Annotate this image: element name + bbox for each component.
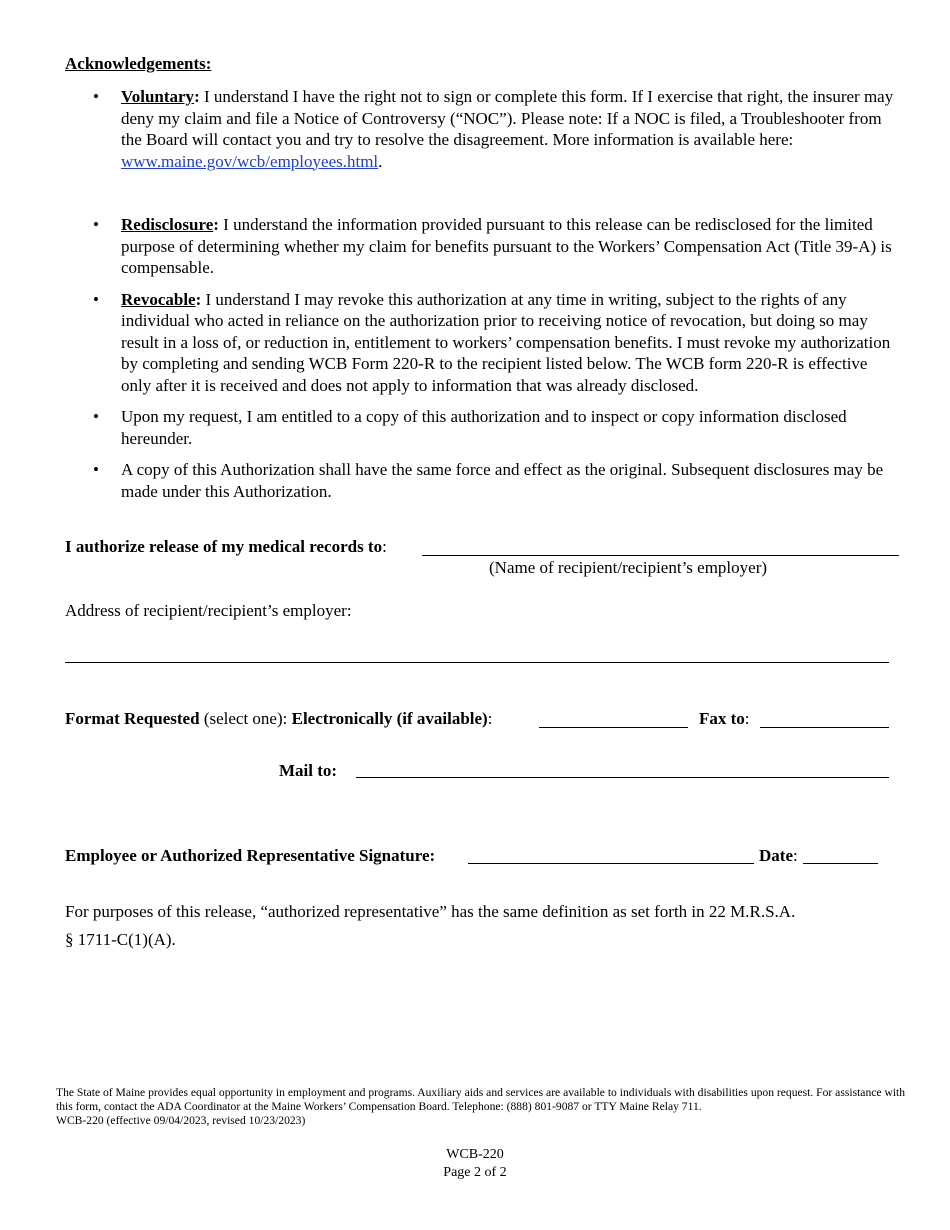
list-item-copy-request	[65, 406, 900, 449]
mail-label: Mail to:	[279, 761, 338, 780]
mail-field[interactable]	[356, 761, 889, 778]
mail-row	[279, 761, 337, 781]
signature-label: Employee or Authorized Representative Signature:	[65, 846, 436, 865]
redisclosure-text: I understand the information provided pursuant to this release can be redisclosed for the limited purpose of determining whether my claim for benefits pursuant to the Workers’ Compensation Act (Title 39-A) is compensable.	[121, 215, 892, 277]
redisclosure-term: Redisclosure	[121, 215, 214, 234]
bullet-icon: •	[93, 407, 99, 426]
list-item-voluntary: • Voluntary: I understand I have the right not to sign or complete this form. If I exercise that right, the insurer may deny my claim and file a Notice of Controversy (“NOC”). Please note: If a NOC is filed, a Troubleshooter from the Board will contact you and try to resolve the disagreement. More information is available here: www.maine.gov/wcb/employees.html.	[93, 87, 894, 171]
recipient-name-field[interactable]	[422, 538, 899, 556]
bullet-icon: •	[93, 87, 99, 106]
format-row: Format Requested (select one): Electronically (if available):	[65, 709, 493, 728]
recipient-caption: (Name of recipient/recipient’s employer)	[489, 558, 768, 577]
voluntary-term: Voluntary	[121, 87, 195, 106]
signature-field[interactable]	[468, 846, 754, 864]
format-select-hint: (select one):	[199, 709, 292, 728]
fax-row: Fax to:	[699, 709, 750, 728]
list-item-copy-effect	[65, 459, 900, 502]
address-field[interactable]	[65, 644, 889, 663]
definition-text: For purposes of this release, “authorized representative” has the same definition as set forth in 22 M.R.S.A. § 1711-C(1)(A).	[65, 902, 796, 949]
date-label: Date	[759, 846, 793, 865]
revocable-term: Revocable	[121, 289, 196, 309]
signature-row	[65, 846, 435, 866]
bullet-icon: •	[93, 215, 99, 234]
address-label: Address of recipient/recipient’s employer:	[65, 601, 352, 620]
voluntary-text: I understand I have the right not to sign or complete this form. If I exercise that right, the insurer may deny my claim and file a Notice of Controversy (“NOC”). Please note: If a NOC is filed, a Troubleshooter from the Board will contact you and try to resolve the disagreement. More information is available here:	[121, 87, 894, 149]
form-name: WCB-220	[446, 1147, 504, 1162]
page-number: Page 2 of 2	[443, 1165, 507, 1180]
electronic-field[interactable]	[539, 710, 688, 728]
acknowledgements-heading: Acknowledgements:	[65, 54, 212, 73]
fax-label: Fax to	[699, 709, 745, 728]
list-item-redisclosure: • Redisclosure: I understand the information provided pursuant to this release can be redisclosed for the limited purpose of determining whether my claim for benefits pursuant to the Workers’ Compensation Act (Title 39-A) is compensable.	[93, 215, 892, 277]
date-field[interactable]	[803, 846, 878, 864]
bullet-icon: •	[93, 289, 99, 309]
fax-field[interactable]	[760, 710, 889, 728]
date-row: Date:	[759, 846, 798, 865]
authorize-row: I authorize release of my medical records to:	[65, 537, 387, 556]
electronic-label: Electronically (if available)	[291, 709, 488, 728]
revocable-text: I understand I may revoke this authorization at any time in writing, subject to the rights of any individual who acted in reliance on the authorization prior to receiving notice of revocation, but doing so may result in a loss of, or reduction in, entitlement to workers’ compensation benefits. I must revoke my authorization by completing and sending WCB Form 220-R to the recipient listed below. The WCB form 220-R is effective only after it is received and does not apply to information that was already disclosed.	[121, 289, 891, 395]
format-label: Format Requested	[65, 709, 200, 728]
form-revision: WCB-220 (effective 09/04/2023, revised 10/23/2023)	[56, 1114, 306, 1127]
bullet-icon: •	[93, 460, 99, 479]
copy-effect-text: A copy of this Authorization shall have the same force and effect as the original. Subsequent disclosures may be made under this Authorization.	[121, 460, 884, 501]
authorize-label: I authorize release of my medical records to	[65, 537, 383, 556]
acknowledgements-list	[65, 86, 900, 502]
employees-link[interactable]: www.maine.gov/wcb/employees.html	[121, 151, 379, 171]
copy-request-text: Upon my request, I am entitled to a copy of this authorization and to inspect or copy information disclosed hereunder.	[121, 407, 847, 448]
footer-notice: The State of Maine provides equal opportunity in employment and programs. Auxiliary aids and services are available to individuals with disabilities upon request. For assistance with this form, contact the ADA Coordinator at the Maine Workers’ Compensation Board. Telephone: (888) 801-9087 or TTY Maine Relay 711. WCB-220 (effective 09/04/2023, revised 10/23/2023)	[56, 1086, 906, 1127]
list-item-revocable: • Revocable: I understand I may revoke this authorization at any time in writing, subject to the rights of any individual who acted in reliance on the authorization prior to receiving notice of revocation, but doing so may result in a loss of, or reduction in, entitlement to workers’ compensation benefits. I must revoke my authorization by completing and sending WCB Form 220-R to the recipient listed below. The WCB form 220-R is effective only after it is received and does not apply to information that was already disclosed.	[93, 289, 891, 395]
